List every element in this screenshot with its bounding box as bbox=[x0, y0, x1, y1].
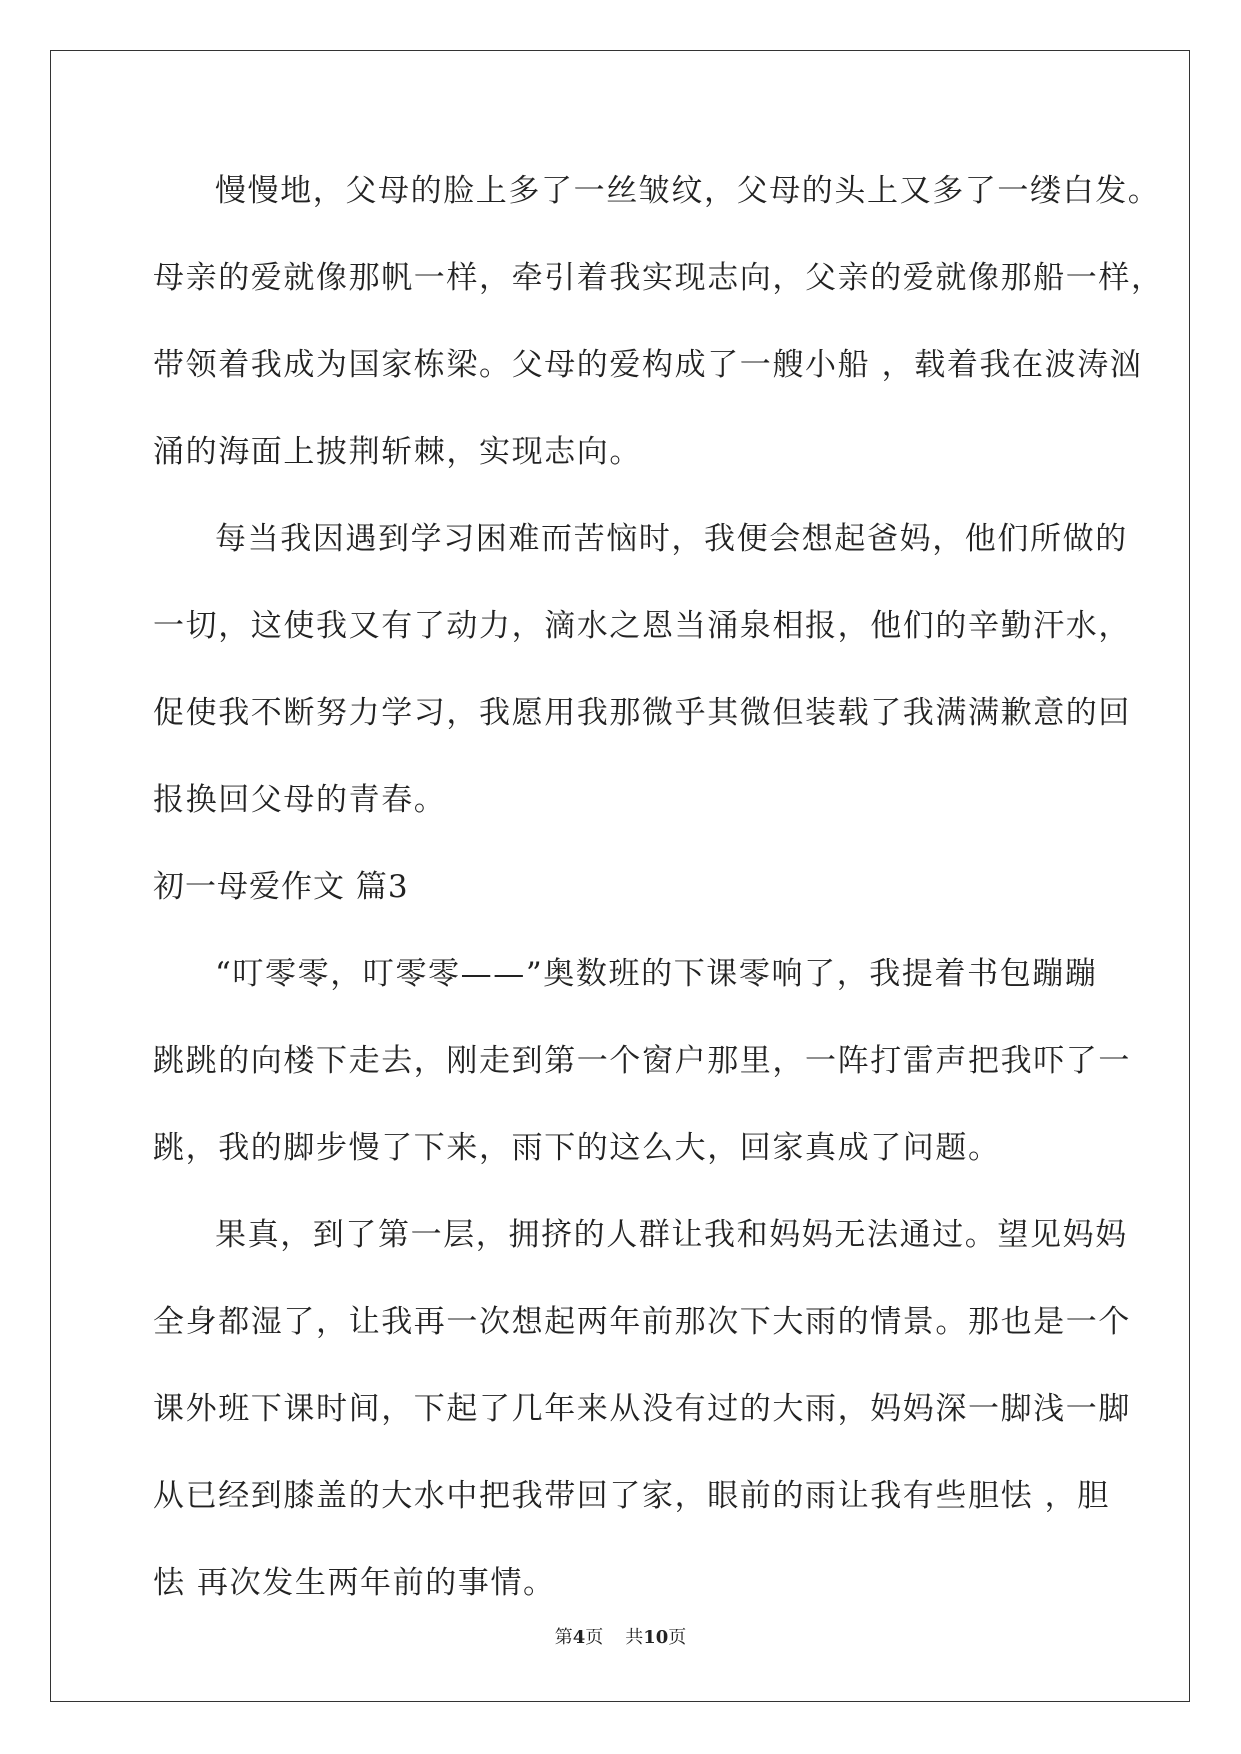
paragraph-line: 跳跳的向楼下走去，刚走到第一个窗户那里，一阵打雷声把我吓了一 bbox=[153, 1043, 1131, 1079]
page-prefix: 第 bbox=[554, 1627, 573, 1648]
paragraph-line: 从已经到膝盖的大水中把我带回了家，眼前的雨让我有些胆怯 ，胆 bbox=[153, 1478, 1110, 1514]
document-body bbox=[153, 168, 1164, 1647]
paragraph-line: 促使我不断努力学习，我愿用我那微乎其微但装载了我满满歉意的回 bbox=[153, 695, 1131, 731]
section-heading: 初一母爱作文 篇3 bbox=[153, 869, 409, 905]
total-suffix: 页 bbox=[668, 1627, 687, 1648]
paragraph-line: 全身都湿了，让我再一次想起两年前那次下大雨的情景。那也是一个 bbox=[153, 1304, 1131, 1340]
paragraph-line: 跳，我的脚步慢了下来，雨下的这么大，回家真成了问题。 bbox=[153, 1130, 1001, 1166]
page-number: 4 bbox=[572, 1627, 586, 1648]
paragraph-line: “叮零零，叮零零——”奥数班的下课零响了，我提着书包蹦蹦 bbox=[215, 956, 1098, 992]
paragraph-line: 母亲的爱就像那帆一样，牵引着我实现志向，父亲的爱就像那船一样， bbox=[153, 260, 1164, 296]
paragraph-line: 报换回父母的青春。 bbox=[153, 782, 447, 818]
paragraph-line: 一切，这使我又有了动力，滴水之恩当涌泉相报，他们的辛勤汗水， bbox=[153, 608, 1131, 644]
paragraph-line: 慢慢地，父母的脸上多了一丝皱纹，父母的头上又多了一缕白发。 bbox=[215, 173, 1161, 209]
page-footer bbox=[0, 1623, 1241, 1649]
paragraph-line: 课外班下课时间，下起了几年来从没有过的大雨，妈妈深一脚浅一脚 bbox=[153, 1391, 1131, 1427]
paragraph-line: 带领着我成为国家栋梁。父母的爱构成了一艘小船 ，载着我在波涛汹 bbox=[153, 347, 1143, 383]
paragraph-line: 果真，到了第一层，拥挤的人群让我和妈妈无法通过。望见妈妈 bbox=[215, 1217, 1128, 1253]
page-suffix: 页 bbox=[585, 1627, 604, 1648]
paragraph-line: 怯 再次发生两年前的事情。 bbox=[153, 1565, 556, 1601]
paragraph-line: 涌的海面上披荆斩棘，实现志向。 bbox=[153, 434, 642, 470]
paragraph-line: 每当我因遇到学习困难而苦恼时，我便会想起爸妈，他们所做的 bbox=[215, 521, 1128, 557]
total-prefix: 共 bbox=[625, 1627, 644, 1648]
total-pages: 10 bbox=[643, 1627, 669, 1648]
